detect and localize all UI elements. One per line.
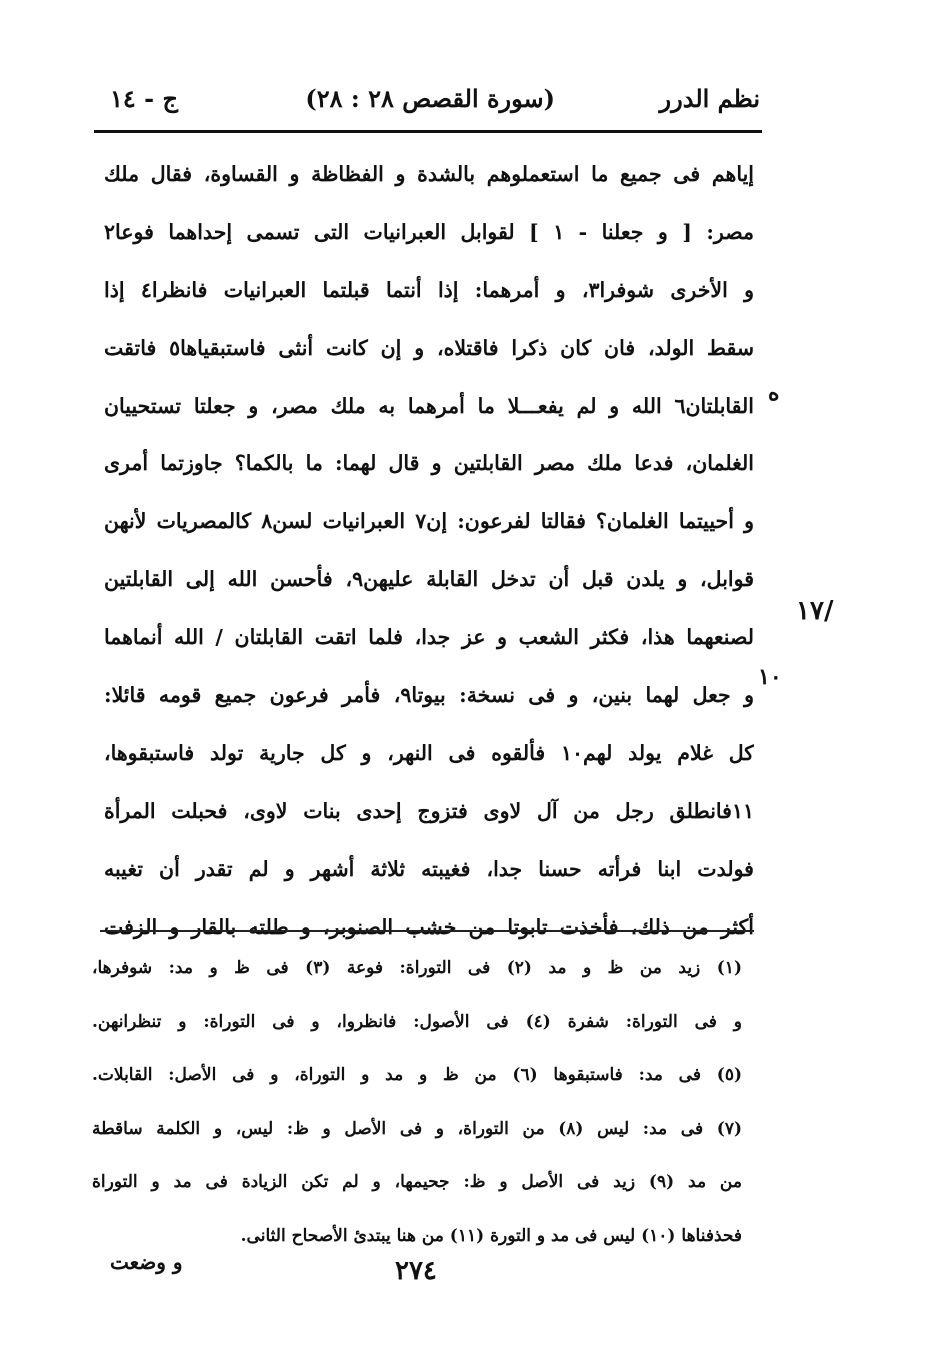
text-line: لصنعهما هذا، فكثر الشعب و عز جدا، فلما اتقت القابلتان / الله أنماهما	[104, 625, 754, 650]
header-rule	[94, 130, 762, 133]
text-line: ١١فانطلق رجل من آل لاوى فتزوج إحدى بنات لاوى، فحبلت المرأة	[104, 798, 754, 823]
text-line: إياهم فى جميع ما استعملوهم بالشدة و الفظاظة و القساوة، فقال ملك	[104, 162, 754, 186]
text-line: مصر: [ و جعلنا - ١ ] لقوابل العبرانيات التى تسمى إحداهما فوعا٢	[104, 219, 754, 244]
footnote-rule	[100, 930, 754, 932]
footnote-line: من مد (٩) زيد فى الأصل و ظ: جحيمها، و لم تكن الزيادة فى مد و التوراة	[92, 1172, 742, 1192]
margin-line-number: ١٠	[758, 664, 782, 690]
manuscript-folio-marker: ١٧/	[796, 596, 834, 626]
text-line: و أحييتما الغلمان؟ فقالتا لفرعون: إن٧ العبرانيات لسن٨ كالمصريات لأنهن	[104, 509, 754, 534]
main-text	[104, 146, 754, 956]
footnote-line: فحذفناها (١٠) ليس فى مد و التورة (١١) من هنا يبتدئ الأصحاح الثانى.	[240, 1225, 742, 1246]
text-line: أكثر من ذلك، فأخذت تابوتا من خشب الصنوبر، و طلته بالقار و الزفت	[104, 914, 754, 939]
text-line: القابلتان٦ الله و لم يفعـــلا ما أمرهما به ملك مصر، و جعلتا تستحييان	[104, 393, 754, 418]
text-line: الغلمان، فدعا ملك مصر القابلتين و قال لهما: ما بالكما؟ جاوزتما أمرى	[104, 451, 754, 476]
text-line: و الأخرى شوفرا٣، و أمرهما: إذا أنتما قبلتما العبرانيات فانظرا٤ إذا	[104, 277, 754, 302]
footnote-line: (٧) فى مد: ليس (٨) من التوراة، و فى الأصل و ظ: ليس، و الكلمة ساقطة	[92, 1118, 742, 1139]
text-line: فولدت ابنا فرأته حسنا جدا، فغيبته ثلاثة أشهر و لم تقدر أن تغيبه	[104, 856, 754, 881]
text-line: سقط الولد، فان كان ذكرا فاقتلاه، و إن كانت أنثى فاستبقياها٥ فاتقت	[104, 335, 754, 360]
text-line: قوابل، و يلدن قبل أن تدخل القابلة عليهن٩، فأحسن الله إلى القابلتين	[104, 567, 754, 592]
book-title: نظم الدرر	[659, 84, 760, 113]
footnote-line: (١) زيد من ظ و مد (٢) فى التوراة: فوعة (٣) فى ظ و مد: شوفرها،	[92, 958, 742, 978]
catchword: و وضعت	[110, 1250, 183, 1274]
margin-line-marker: ه	[768, 380, 780, 406]
text-line: و جعل لهما بنين، و فى نسخة: بيوتا٩، فأمر فرعون جميع قومه قائلا:	[104, 683, 754, 708]
surah-reference: (سورة القصص ٢٨ : ٢٨)	[305, 84, 555, 113]
footnote-line: و فى التوراة: شفرة (٤) فى الأصول: فانظروا، و فى التوراة: و تنظرانهن.	[92, 1011, 742, 1032]
page-number: ٢٧٤	[395, 1256, 437, 1286]
footnotes	[92, 942, 742, 1263]
footnote-line: (٥) فى مد: فاستبقوها (٦) من ظ و مد و التوراة، و فى الأصل: القابلات.	[92, 1065, 742, 1085]
volume-number: ج - ١٤	[110, 84, 178, 113]
text-line: كل غلام يولد لهم١٠ فألقوه فى النهر، و كل جارية تولد فاستبقوها،	[104, 740, 754, 765]
running-head	[110, 84, 760, 120]
